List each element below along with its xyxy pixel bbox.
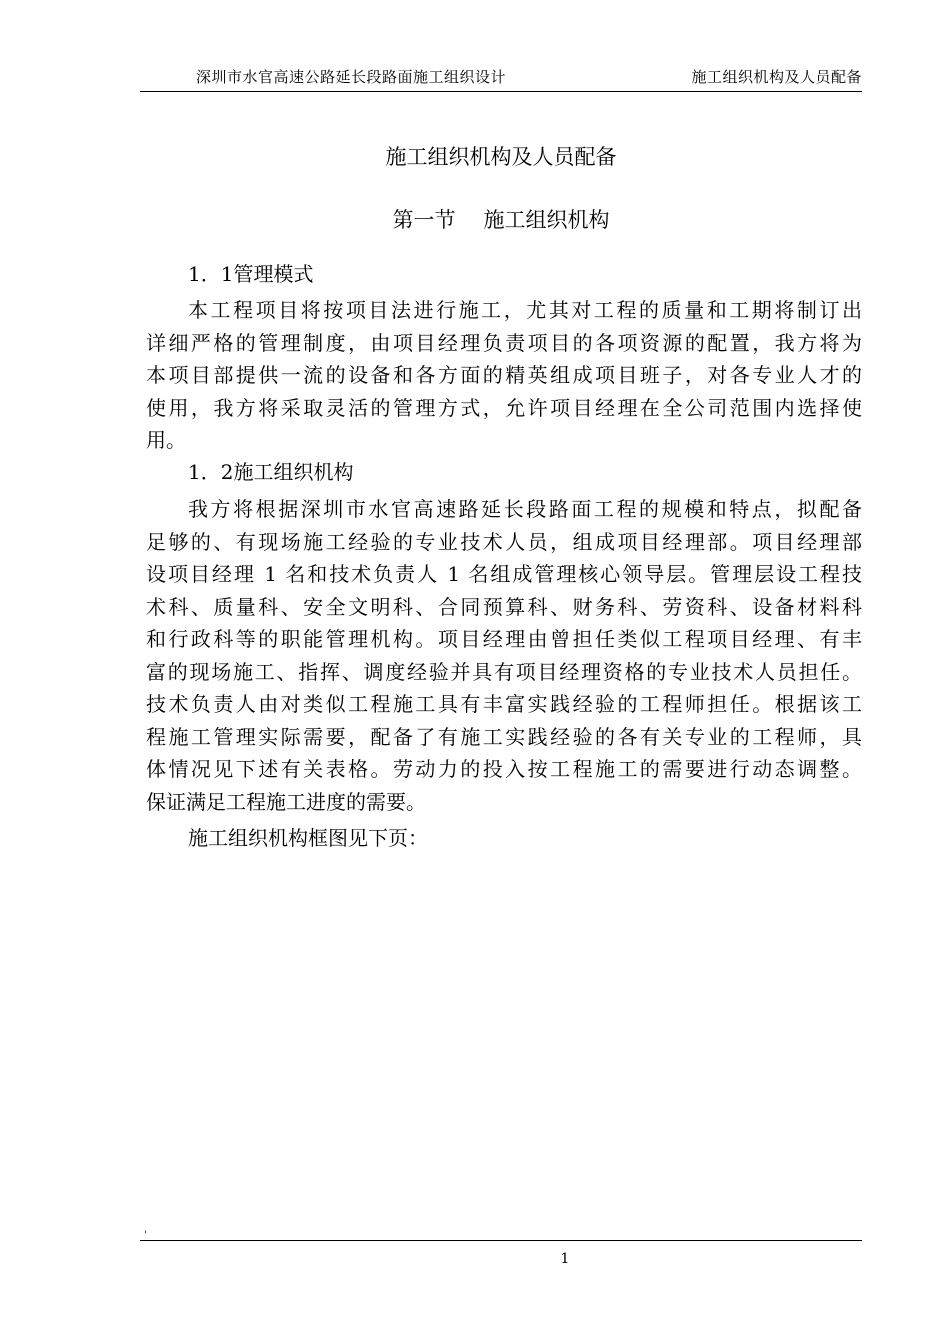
paragraph-chart-reference	[146, 822, 862, 855]
subsection-heading-organization: 1．2施工组织机构	[188, 460, 354, 484]
paragraph-line: 本项目部提供一流的设备和各方面的精英组成项目班子，对各专业人才的	[146, 363, 862, 387]
paragraph-line: 本工程项目将按项目法进行施工，尤其对工程的质量和工期将制订出	[188, 298, 862, 322]
paragraph-line: 足够的、有现场施工经验的专业技术人员，组成项目经理部。项目经理部	[146, 529, 862, 554]
paragraph-line: 术科、质量科、安全文明科、合同预算科、财务科、劳资科、设备材料科	[146, 594, 862, 619]
paragraph-line: 用。	[146, 428, 186, 452]
header-divider	[140, 91, 862, 92]
paragraph-line: 详细严格的管理制度，由项目经理负责项目的各项资源的配置，我方将为	[146, 330, 862, 355]
footer-mark: '	[144, 1230, 147, 1241]
page-number: 1	[560, 1251, 570, 1267]
subsection-heading-management-mode: 1．1管理模式	[188, 262, 314, 286]
paragraph-line: 使用，我方将采取灵活的管理方式，允许项目经理在全公司范围内选择使	[146, 395, 862, 420]
chart-reference-note: 施工组织机构框图见下页：	[188, 826, 428, 850]
section-name: 施工组织机构	[483, 208, 610, 232]
chapter-title: 施工组织机构及人员配备	[385, 145, 617, 169]
paragraph-line: 富的现场施工、指挥、调度经验并具有项目经理资格的专业技术人员担任。	[146, 659, 862, 684]
paragraph-line: 我方将根据深圳市水官高速路延长段路面工程的规模和特点，拟配备	[188, 497, 862, 521]
page-header	[140, 66, 862, 90]
header-document-title: 深圳市水官高速公路延长段路面施工组织设计	[196, 68, 507, 86]
paragraph-line: 设项目经理 1 名和技术负责人 1 名组成管理核心领导层。管理层设工程技	[146, 562, 862, 586]
paragraph-line: 保证满足工程施工进度的需要。	[146, 789, 426, 814]
header-chapter-title: 施工组织机构及人员配备	[691, 68, 862, 86]
section-number: 第一节	[392, 208, 456, 232]
paragraph-organization	[146, 493, 862, 818]
paragraph-line: 和行政科等的职能管理机构。项目经理由曾担任类似工程项目经理、有丰	[146, 627, 862, 651]
paragraph-line: 技术负责人由对类似工程施工具有丰富实践经验的工程师担任。根据该工	[146, 692, 862, 716]
paragraph-line: 体情况见下述有关表格。劳动力的投入按工程施工的需要进行动态调整。	[146, 757, 862, 781]
footer-divider	[140, 1240, 862, 1241]
paragraph-line: 程施工管理实际需要，配备了有施工实践经验的各有关专业的工程师，具	[146, 724, 862, 749]
section-heading	[140, 204, 862, 234]
paragraph-management-mode	[146, 294, 862, 457]
